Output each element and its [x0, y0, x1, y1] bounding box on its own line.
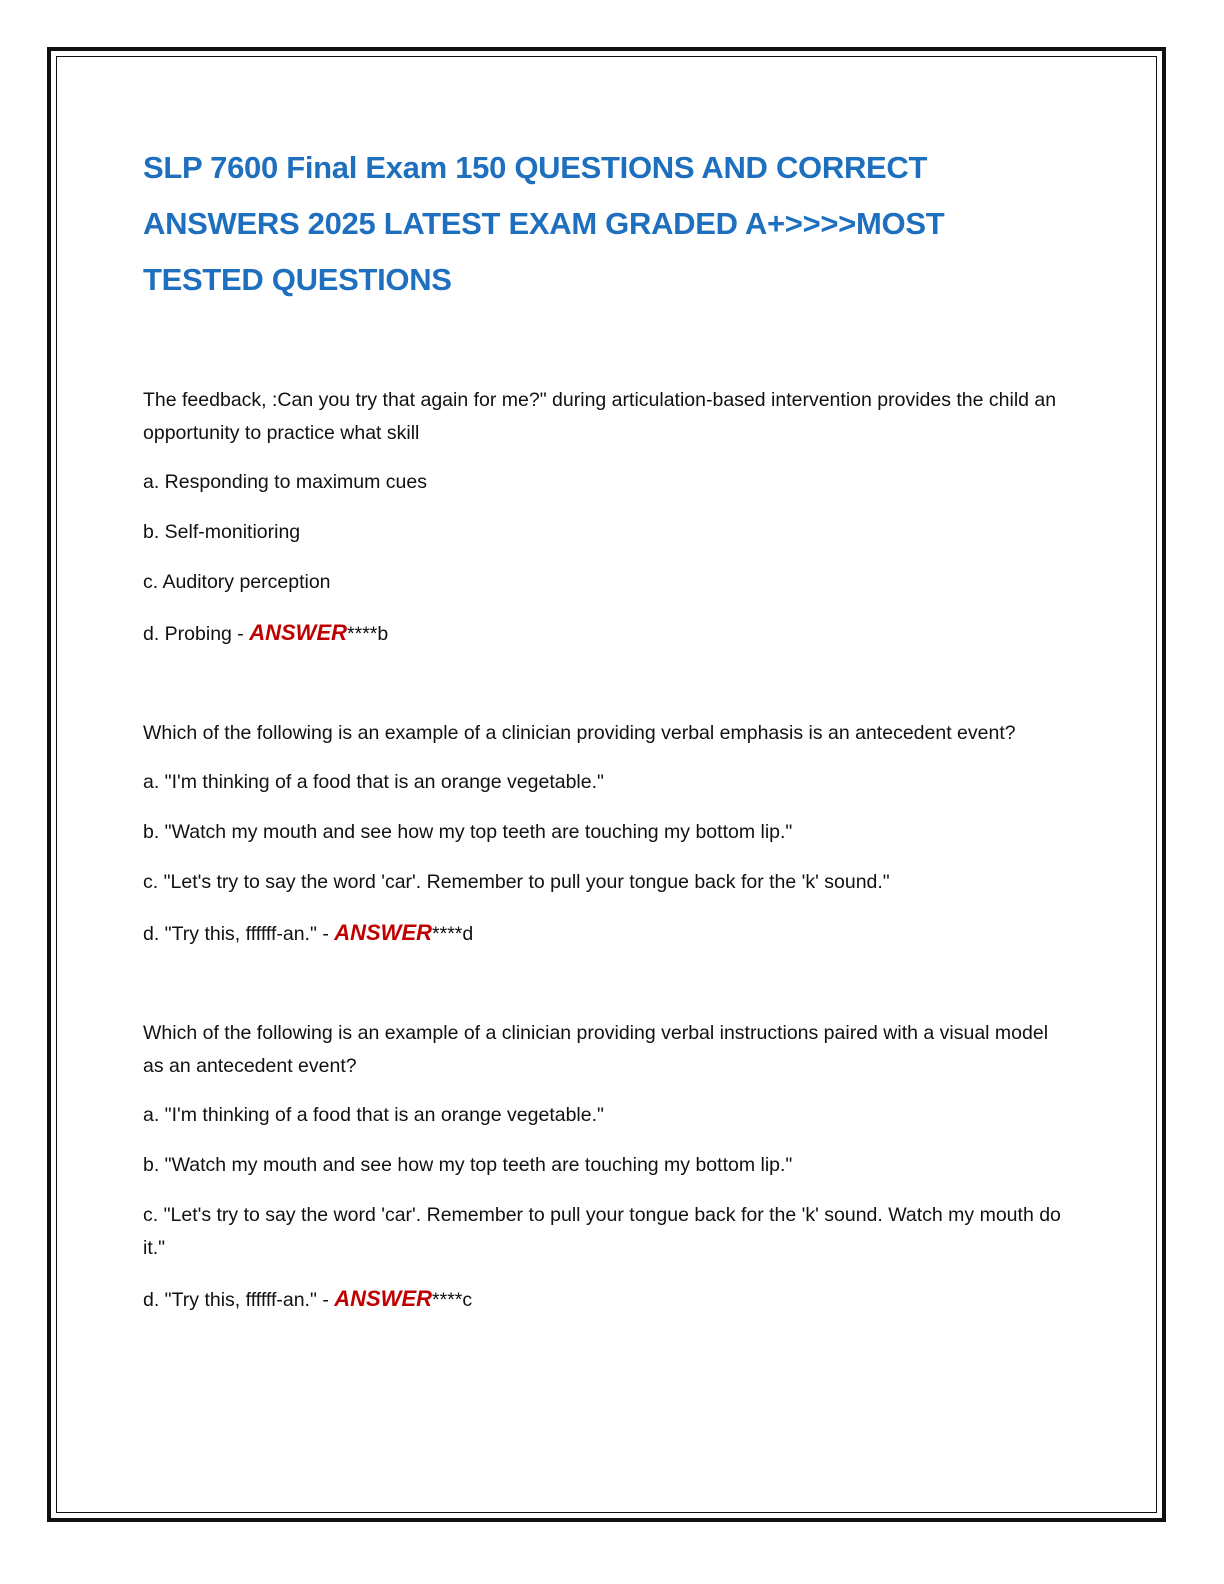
answer-value: ****b: [347, 623, 389, 645]
option-a: a. Responding to maximum cues: [143, 471, 427, 493]
option-c: c. "Let's try to say the word 'car'. Remember to pull your tongue back for the 'k' sound.": [143, 871, 890, 893]
option-d-answer: [143, 916, 1073, 951]
option-b: b. "Watch my mouth and see how my top teeth are touching my bottom lip.": [143, 821, 793, 843]
option-d: d. Probing -: [143, 623, 250, 645]
question-text: Which of the following is an example of a clinician providing verbal instructions paired with a visual model as an antecedent event?: [143, 1022, 1049, 1077]
option-a: a. "I'm thinking of a food that is an orange vegetable.": [143, 771, 604, 793]
option-c: c. Auditory perception: [143, 571, 331, 593]
answer-label: ANSWER: [249, 620, 348, 645]
option-d: d. "Try this, ffffff-an." -: [143, 1289, 335, 1311]
option-b: b. "Watch my mouth and see how my top teeth are touching my bottom lip.": [143, 1154, 793, 1176]
answer-label: ANSWER: [334, 920, 433, 945]
document-content: [143, 140, 1073, 1317]
option-c: c. "Let's try to say the word 'car'. Remember to pull your tongue back for the 'k' sound. Watch my mouth do it.": [143, 1204, 1061, 1259]
option-b: b. Self-monitioring: [143, 521, 301, 543]
answer-label: ANSWER: [334, 1286, 433, 1311]
question-text: The feedback, :Can you try that again for me?" during articulation-based intervention provides the child an opportunity to practice what skill: [143, 389, 1057, 444]
option-d-answer: [143, 616, 1073, 651]
answer-value: ****c: [432, 1289, 473, 1311]
option-d-answer: [143, 1282, 1073, 1317]
option-d: d. "Try this, ffffff-an." -: [143, 923, 335, 945]
question-3: [143, 1017, 1073, 1317]
question-text: Which of the following is an example of a clinician providing verbal emphasis is an antecedent event?: [143, 722, 1016, 744]
option-a: a. "I'm thinking of a food that is an orange vegetable.": [143, 1104, 604, 1126]
document-title: SLP 7600 Final Exam 150 QUESTIONS AND CORRECT ANSWERS 2025 LATEST EXAM GRADED A+>>>>MOST TESTED QUESTIONS: [143, 150, 945, 297]
question-1: [143, 384, 1073, 651]
question-2: [143, 717, 1073, 951]
answer-value: ****d: [432, 923, 474, 945]
